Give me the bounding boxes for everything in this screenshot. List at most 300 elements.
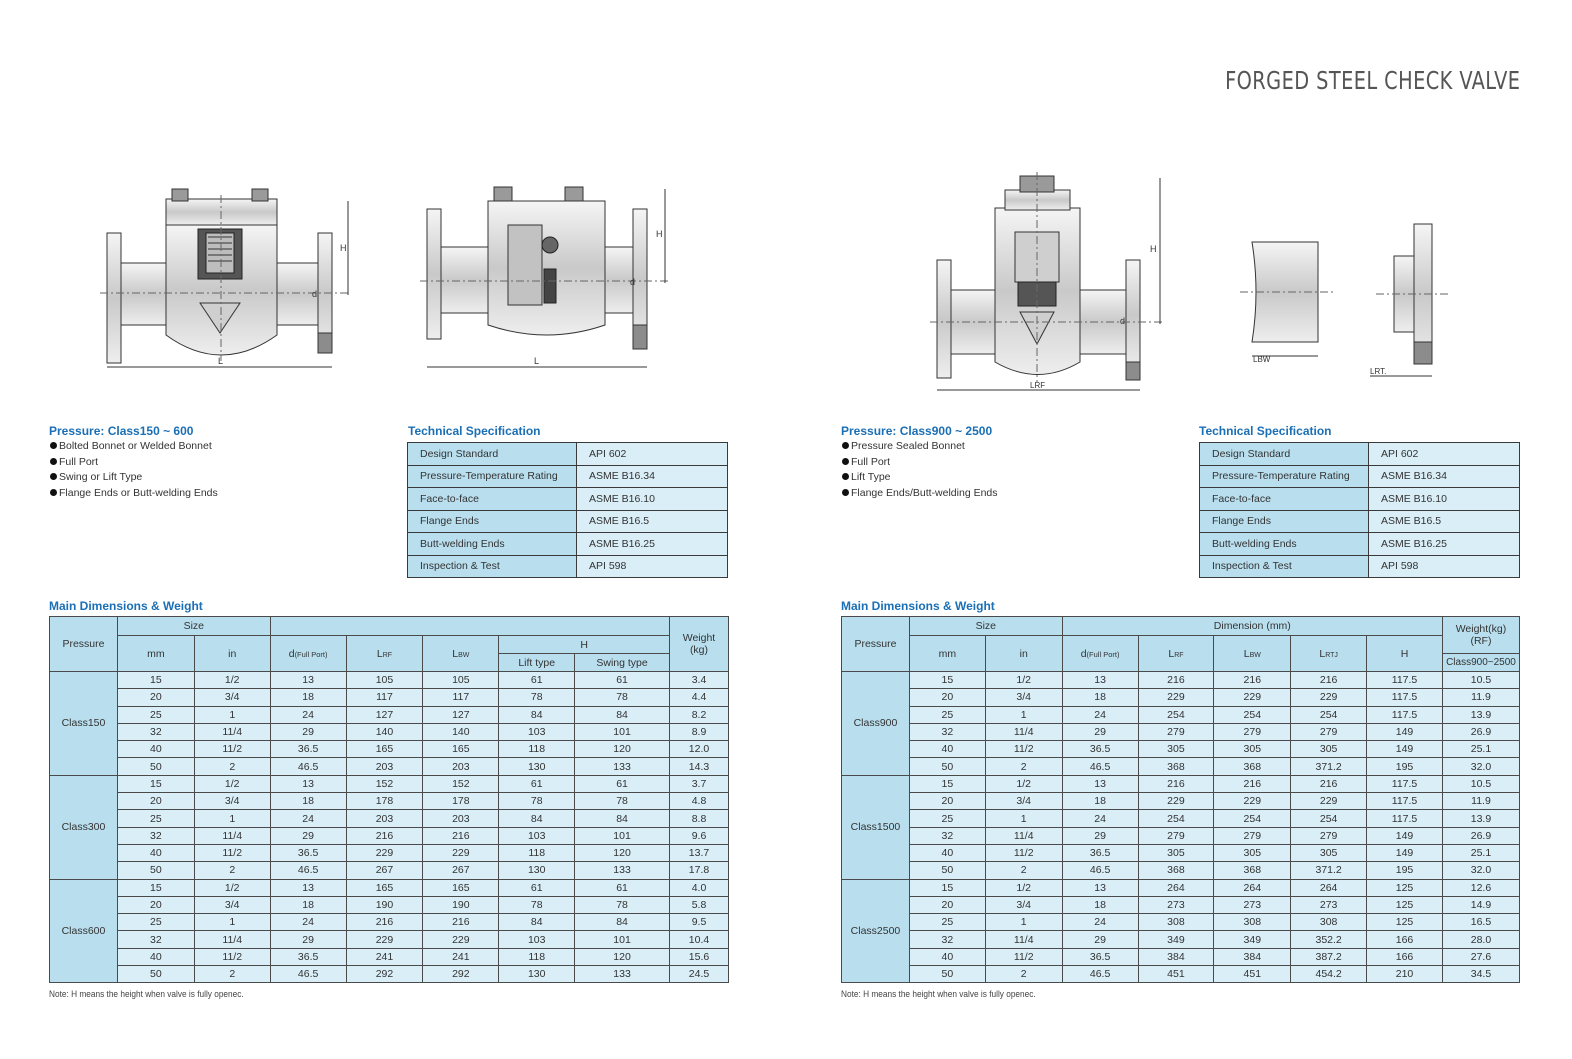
table-cell: 25.1 xyxy=(1442,741,1519,758)
header-lrf: LRF xyxy=(1138,636,1214,672)
table-cell: 46.5 xyxy=(1062,966,1138,983)
table-cell: 25 xyxy=(909,914,985,931)
table-cell: 24 xyxy=(270,810,346,827)
table-cell: 178 xyxy=(346,793,423,810)
table-cell: 27.6 xyxy=(1442,948,1519,965)
header-lrf: LRF xyxy=(346,636,423,672)
table-cell: 12.6 xyxy=(1442,879,1519,896)
svg-text:d: d xyxy=(312,289,318,299)
table-cell: 103 xyxy=(499,931,575,948)
table-cell: 1 xyxy=(194,914,270,931)
list-item: Pressure Sealed Bonnet xyxy=(842,439,998,455)
bullet-icon xyxy=(842,473,849,480)
table-cell: 273 xyxy=(1138,896,1214,913)
table-cell: 254 xyxy=(1138,706,1214,723)
table-cell: 1 xyxy=(194,810,270,827)
table-cell: 40 xyxy=(117,948,194,965)
table-cell: 203 xyxy=(346,758,423,775)
table-cell: 36.5 xyxy=(270,948,346,965)
pressure-class-cell: Class150 xyxy=(50,672,118,776)
header-mm: mm xyxy=(909,636,985,672)
table-cell: 14.9 xyxy=(1442,896,1519,913)
header-d: d(Full Port) xyxy=(1062,636,1138,672)
table-cell: 50 xyxy=(909,758,985,775)
table-cell: 229 xyxy=(1138,793,1214,810)
table-cell: 127 xyxy=(423,706,499,723)
table-cell: 267 xyxy=(423,862,499,879)
table-cell: 29 xyxy=(1062,723,1138,740)
header-in: in xyxy=(194,636,270,672)
table-cell: 50 xyxy=(117,966,194,983)
table-row xyxy=(842,931,1520,948)
right-dims-table xyxy=(841,616,1520,983)
table-cell: 17.8 xyxy=(669,862,728,879)
table-cell: 32.0 xyxy=(1442,758,1519,775)
header-h: H xyxy=(1367,636,1443,672)
table-cell: 2 xyxy=(194,862,270,879)
table-cell: 20 xyxy=(909,896,985,913)
table-cell: 279 xyxy=(1291,827,1367,844)
table-row xyxy=(50,689,729,706)
table-cell: 32 xyxy=(909,827,985,844)
table-cell: 13.7 xyxy=(669,844,728,861)
table-cell: 36.5 xyxy=(270,741,346,758)
table-cell: 32 xyxy=(117,931,194,948)
table-row: Design Standard API 602 xyxy=(1200,443,1520,466)
table-cell: 229 xyxy=(346,931,423,948)
table-row xyxy=(50,741,729,758)
table-cell: 1/2 xyxy=(194,775,270,792)
left-spec-table xyxy=(407,442,728,578)
list-item: Swing or Lift Type xyxy=(50,470,218,486)
table-cell: 101 xyxy=(575,723,670,740)
table-cell: 305 xyxy=(1138,844,1214,861)
table-cell: 84 xyxy=(575,706,670,723)
table-row xyxy=(50,948,729,965)
table-cell: 308 xyxy=(1214,914,1291,931)
table-cell: 26.9 xyxy=(1442,723,1519,740)
table-row xyxy=(50,672,729,689)
table-cell: 195 xyxy=(1367,758,1443,775)
table-cell: 1/2 xyxy=(985,672,1062,689)
header-pressure: Pressure xyxy=(50,617,118,672)
table-cell: 117.5 xyxy=(1367,706,1443,723)
table-cell: 241 xyxy=(423,948,499,965)
table-cell: 305 xyxy=(1214,741,1291,758)
bullet-icon xyxy=(50,489,57,496)
table-cell: 152 xyxy=(346,775,423,792)
header-dimension: Dimension (mm) xyxy=(1062,617,1442,636)
table-cell: 216 xyxy=(1214,672,1291,689)
table-cell: 5.8 xyxy=(669,896,728,913)
table-cell: 117 xyxy=(423,689,499,706)
table-cell: 10.5 xyxy=(1442,775,1519,792)
table-cell: 371.2 xyxy=(1291,862,1367,879)
table-cell: 3/4 xyxy=(194,896,270,913)
table-cell: 2 xyxy=(985,862,1062,879)
table-cell: 4.4 xyxy=(669,689,728,706)
table-cell: 61 xyxy=(575,879,670,896)
table-cell: 3/4 xyxy=(194,793,270,810)
table-cell: 384 xyxy=(1138,948,1214,965)
table-cell: 24 xyxy=(1062,706,1138,723)
table-cell: 190 xyxy=(346,896,423,913)
table-cell: 18 xyxy=(1062,896,1138,913)
table-cell: 203 xyxy=(423,810,499,827)
table-cell: 11/4 xyxy=(194,723,270,740)
table-cell: 11/4 xyxy=(194,827,270,844)
table-cell: 24 xyxy=(270,914,346,931)
table-cell: 11/2 xyxy=(985,948,1062,965)
table-cell: 3/4 xyxy=(985,896,1062,913)
swing-check-valve-drawing xyxy=(420,185,680,375)
svg-text:LBW: LBW xyxy=(1253,355,1271,364)
table-cell: 178 xyxy=(423,793,499,810)
table-cell: 117.5 xyxy=(1367,793,1443,810)
table-row xyxy=(842,793,1520,810)
table-cell: 9.6 xyxy=(669,827,728,844)
table-cell: 18 xyxy=(1062,689,1138,706)
table-cell: 15 xyxy=(909,775,985,792)
table-cell: 40 xyxy=(909,844,985,861)
table-cell: 24 xyxy=(270,706,346,723)
table-cell: 216 xyxy=(1291,775,1367,792)
table-cell: 279 xyxy=(1214,827,1291,844)
table-cell: 11/4 xyxy=(985,827,1062,844)
table-cell: 18 xyxy=(270,896,346,913)
list-item: Bolted Bonnet or Welded Bonnet xyxy=(50,439,218,455)
table-cell: 29 xyxy=(270,827,346,844)
svg-text:d: d xyxy=(630,277,636,287)
table-cell: 13.9 xyxy=(1442,810,1519,827)
table-cell: 29 xyxy=(1062,931,1138,948)
table-cell: 149 xyxy=(1367,723,1443,740)
table-cell: 2 xyxy=(985,758,1062,775)
table-cell: 279 xyxy=(1138,723,1214,740)
table-cell: 117.5 xyxy=(1367,810,1443,827)
table-cell: 78 xyxy=(575,896,670,913)
table-cell: 267 xyxy=(346,862,423,879)
pressure-class-cell: Class1500 xyxy=(842,775,910,879)
table-cell: 11.9 xyxy=(1442,689,1519,706)
table-cell: 11/4 xyxy=(985,723,1062,740)
table-cell: 24.5 xyxy=(669,966,728,983)
table-cell: 78 xyxy=(575,793,670,810)
right-feature-list xyxy=(842,439,998,501)
table-cell: 20 xyxy=(909,793,985,810)
table-cell: 229 xyxy=(346,844,423,861)
table-cell: 133 xyxy=(575,966,670,983)
header-d: d(Full Port) xyxy=(270,636,346,672)
table-cell: 84 xyxy=(499,706,575,723)
table-cell: 229 xyxy=(1138,689,1214,706)
table-cell: 78 xyxy=(499,793,575,810)
bullet-icon xyxy=(50,473,57,480)
table-row xyxy=(50,706,729,723)
table-cell: 34.5 xyxy=(1442,966,1519,983)
table-cell: 165 xyxy=(346,879,423,896)
table-row xyxy=(50,793,729,810)
table-row xyxy=(50,914,729,931)
table-cell: 273 xyxy=(1291,896,1367,913)
table-cell: 32 xyxy=(909,723,985,740)
table-cell: 13 xyxy=(270,672,346,689)
table-cell: 387.2 xyxy=(1291,948,1367,965)
table-cell: 11/2 xyxy=(194,948,270,965)
table-row xyxy=(842,862,1520,879)
table-cell: 18 xyxy=(1062,793,1138,810)
table-cell: 216 xyxy=(346,827,423,844)
table-row xyxy=(842,758,1520,775)
bullet-icon xyxy=(842,442,849,449)
pressure-class-cell: Class2500 xyxy=(842,879,910,983)
table-cell: 1 xyxy=(985,706,1062,723)
table-row xyxy=(842,775,1520,792)
table-row xyxy=(842,879,1520,896)
table-cell: 20 xyxy=(117,689,194,706)
table-row xyxy=(842,723,1520,740)
table-cell: 15 xyxy=(909,672,985,689)
table-cell: 292 xyxy=(423,966,499,983)
table-cell: 349 xyxy=(1138,931,1214,948)
table-cell: 264 xyxy=(1214,879,1291,896)
table-row xyxy=(50,844,729,861)
svg-text:H: H xyxy=(656,229,663,239)
table-cell: 25 xyxy=(909,706,985,723)
svg-text:d: d xyxy=(1120,316,1126,326)
table-cell: 305 xyxy=(1138,741,1214,758)
table-cell: 118 xyxy=(499,948,575,965)
table-row xyxy=(842,966,1520,983)
table-cell: 50 xyxy=(909,966,985,983)
table-cell: 292 xyxy=(346,966,423,983)
table-cell: 13 xyxy=(270,879,346,896)
left-dims-heading: Main Dimensions & Weight xyxy=(49,599,203,613)
table-cell: 50 xyxy=(909,862,985,879)
table-cell: 118 xyxy=(499,844,575,861)
table-cell: 25 xyxy=(117,810,194,827)
table-cell: 10.4 xyxy=(669,931,728,948)
table-cell: 20 xyxy=(117,793,194,810)
table-cell: 216 xyxy=(346,914,423,931)
table-row xyxy=(50,931,729,948)
table-row xyxy=(50,862,729,879)
lift-check-valve-drawing xyxy=(100,185,360,375)
table-cell: 371.2 xyxy=(1291,758,1367,775)
table-cell: 61 xyxy=(575,775,670,792)
table-cell: 165 xyxy=(423,879,499,896)
table-cell: 13 xyxy=(270,775,346,792)
table-cell: 61 xyxy=(499,775,575,792)
table-cell: 454.2 xyxy=(1291,966,1367,983)
table-cell: 14.3 xyxy=(669,758,728,775)
table-cell: 15 xyxy=(117,775,194,792)
table-cell: 229 xyxy=(1291,793,1367,810)
table-cell: 13 xyxy=(1062,879,1138,896)
table-cell: 3/4 xyxy=(985,689,1062,706)
table-cell: 133 xyxy=(575,862,670,879)
pressure-class-cell: Class600 xyxy=(50,879,118,983)
table-cell: 120 xyxy=(575,741,670,758)
table-cell: 11/2 xyxy=(194,844,270,861)
table-cell: 2 xyxy=(194,966,270,983)
table-cell: 216 xyxy=(423,827,499,844)
list-item: Full Port xyxy=(50,455,218,471)
header-swing-type: Swing type xyxy=(575,654,670,672)
table-cell: 25 xyxy=(117,914,194,931)
table-cell: 15 xyxy=(117,672,194,689)
table-row: Flange Ends ASME B16.5 xyxy=(408,510,728,533)
table-row xyxy=(50,966,729,983)
table-cell: 130 xyxy=(499,862,575,879)
left-note: Note: H means the height when valve is fully openec. xyxy=(49,989,244,999)
table-cell: 1/2 xyxy=(985,775,1062,792)
table-cell: 166 xyxy=(1367,931,1443,948)
table-cell: 117 xyxy=(346,689,423,706)
table-cell: 254 xyxy=(1291,706,1367,723)
table-cell: 13.9 xyxy=(1442,706,1519,723)
table-row: Butt-welding Ends ASME B16.25 xyxy=(408,533,728,556)
table-row xyxy=(50,879,729,896)
table-row xyxy=(50,775,729,792)
right-spec-table xyxy=(1199,442,1520,578)
table-cell: 229 xyxy=(1291,689,1367,706)
table-row xyxy=(842,914,1520,931)
table-cell: 3/4 xyxy=(985,793,1062,810)
table-cell: 101 xyxy=(575,827,670,844)
list-item: Full Port xyxy=(842,455,998,471)
table-cell: 130 xyxy=(499,758,575,775)
table-cell: 18 xyxy=(270,793,346,810)
table-cell: 117.5 xyxy=(1367,689,1443,706)
table-cell: 15.6 xyxy=(669,948,728,965)
table-cell: 36.5 xyxy=(1062,741,1138,758)
table-cell: 103 xyxy=(499,827,575,844)
table-cell: 273 xyxy=(1214,896,1291,913)
left-dims-table xyxy=(49,616,729,983)
table-cell: 254 xyxy=(1291,810,1367,827)
table-cell: 32 xyxy=(909,931,985,948)
table-cell: 29 xyxy=(270,723,346,740)
table-cell: 105 xyxy=(423,672,499,689)
pressure-seal-check-valve-drawing xyxy=(930,172,1170,397)
table-cell: 84 xyxy=(499,810,575,827)
table-cell: 166 xyxy=(1367,948,1443,965)
header-mm: mm xyxy=(117,636,194,672)
table-cell: 46.5 xyxy=(1062,758,1138,775)
table-cell: 117.5 xyxy=(1367,672,1443,689)
table-row: Inspection & Test API 598 xyxy=(408,555,728,578)
table-cell: 78 xyxy=(499,896,575,913)
table-cell: 279 xyxy=(1291,723,1367,740)
table-cell: 216 xyxy=(1291,672,1367,689)
table-cell: 29 xyxy=(270,931,346,948)
table-cell: 25 xyxy=(909,810,985,827)
table-cell: 1/2 xyxy=(194,672,270,689)
table-cell: 36.5 xyxy=(1062,844,1138,861)
table-cell: 78 xyxy=(499,689,575,706)
left-pressure-heading: Pressure: Class150 ~ 600 xyxy=(49,424,194,438)
pressure-class-cell: Class300 xyxy=(50,775,118,879)
table-cell: 229 xyxy=(1214,689,1291,706)
table-cell: 279 xyxy=(1138,827,1214,844)
table-cell: 40 xyxy=(117,844,194,861)
table-cell: 216 xyxy=(423,914,499,931)
table-cell: 29 xyxy=(1062,827,1138,844)
table-cell: 203 xyxy=(346,810,423,827)
table-cell: 451 xyxy=(1214,966,1291,983)
table-cell: 11/2 xyxy=(985,844,1062,861)
svg-text:L: L xyxy=(218,356,224,366)
table-cell: 9.5 xyxy=(669,914,728,931)
table-cell: 1 xyxy=(985,914,1062,931)
header-in: in xyxy=(985,636,1062,672)
table-cell: 352.2 xyxy=(1291,931,1367,948)
table-cell: 149 xyxy=(1367,844,1443,861)
table-cell: 229 xyxy=(423,931,499,948)
table-cell: 1 xyxy=(194,706,270,723)
list-item: Lift Type xyxy=(842,470,998,486)
table-cell: 36.5 xyxy=(270,844,346,861)
table-cell: 84 xyxy=(575,914,670,931)
table-cell: 2 xyxy=(985,966,1062,983)
table-cell: 11/4 xyxy=(985,931,1062,948)
table-cell: 61 xyxy=(575,672,670,689)
table-row xyxy=(842,672,1520,689)
table-row: Butt-welding Ends ASME B16.25 xyxy=(1200,533,1520,556)
svg-text:L: L xyxy=(534,356,540,366)
table-cell: 117.5 xyxy=(1367,775,1443,792)
table-cell: 368 xyxy=(1214,862,1291,879)
table-cell: 20 xyxy=(909,689,985,706)
table-cell: 1/2 xyxy=(985,879,1062,896)
left-spec-heading: Technical Specification xyxy=(408,424,541,438)
table-cell: 61 xyxy=(499,672,575,689)
right-note: Note: H means the height when valve is fully openec. xyxy=(841,989,1036,999)
header-size: Size xyxy=(117,617,270,636)
table-cell: 8.2 xyxy=(669,706,728,723)
table-cell: 1/2 xyxy=(194,879,270,896)
svg-text:H: H xyxy=(340,243,347,253)
table-cell: 118 xyxy=(499,741,575,758)
table-cell: 152 xyxy=(423,775,499,792)
table-row xyxy=(842,810,1520,827)
pressure-class-cell: Class900 xyxy=(842,672,910,776)
right-dims-heading: Main Dimensions & Weight xyxy=(841,599,995,613)
table-cell: 3/4 xyxy=(194,689,270,706)
table-row xyxy=(50,723,729,740)
table-cell: 3.4 xyxy=(669,672,728,689)
table-row: Inspection & Test API 598 xyxy=(1200,555,1520,578)
right-pressure-heading: Pressure: Class900 ~ 2500 xyxy=(841,424,993,438)
table-row: Face-to-face ASME B16.10 xyxy=(408,488,728,511)
table-cell: 11/2 xyxy=(194,741,270,758)
table-cell: 120 xyxy=(575,844,670,861)
table-cell: 308 xyxy=(1138,914,1214,931)
table-cell: 11.9 xyxy=(1442,793,1519,810)
table-cell: 10.5 xyxy=(1442,672,1519,689)
table-cell: 46.5 xyxy=(1062,862,1138,879)
table-cell: 50 xyxy=(117,862,194,879)
table-cell: 32 xyxy=(117,827,194,844)
table-cell: 229 xyxy=(423,844,499,861)
table-cell: 305 xyxy=(1214,844,1291,861)
table-row: Pressure-Temperature Rating ASME B16.34 xyxy=(408,465,728,488)
table-row: Flange Ends ASME B16.5 xyxy=(1200,510,1520,533)
table-cell: 20 xyxy=(117,896,194,913)
table-cell: 2 xyxy=(194,758,270,775)
header-lrtj: LRTJ xyxy=(1291,636,1367,672)
